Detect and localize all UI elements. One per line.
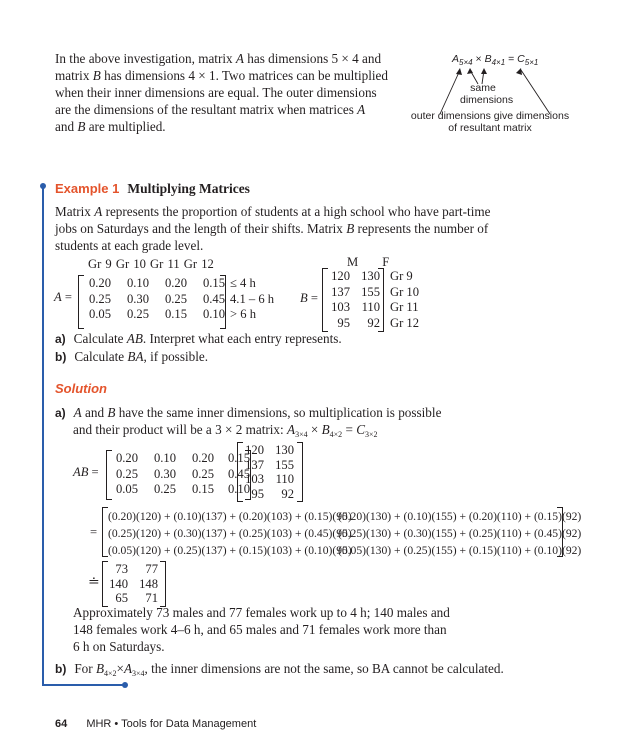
matrix-row: 120 130: [245, 443, 294, 457]
intro-line: when their inner dimensions are equal. The outer dimensions: [55, 85, 377, 100]
matrix-row: 137 155: [245, 457, 294, 472]
matrix-row: 120 130: [331, 269, 380, 283]
dimension-diagram: [400, 50, 580, 140]
matrix-a-body: [85, 276, 225, 323]
matrix-row: 95 92: [251, 486, 294, 501]
matrix-a-name: A =: [54, 290, 72, 304]
matrix-row: 73 77: [115, 562, 158, 576]
intro-paragraph: [55, 50, 395, 135]
example-bottom-rule: [42, 684, 124, 686]
example-side-rule: [42, 186, 44, 684]
matrix-row: 65 71: [115, 591, 158, 605]
equals-sign: =: [90, 525, 98, 539]
matrix-row: 0.05 0.25 0.15 0.10: [115, 482, 250, 496]
matrix-row: 0.20 0.10 0.20 0.15: [115, 451, 250, 465]
matrix-b-name: B =: [300, 291, 318, 305]
example-description: Matrix A represents the proportion of students at a high school who have part-time jobs on Saturdays and the length of their shifts. Matrix B represents the number of students at each grade level.: [55, 204, 491, 253]
approx-sign: ≐: [88, 575, 100, 590]
matrix-a-row-labels: ≤ 4 h 4.1 – 6 h > 6 h: [230, 276, 275, 321]
matrix-row: 137 155: [331, 284, 380, 299]
intro-line: and B are multiplied.: [55, 119, 166, 134]
ab-b-right-bracket: [297, 442, 303, 502]
expanded-right-bracket: [557, 507, 563, 557]
example-label: Example 1: [55, 181, 120, 196]
page-footer: [55, 718, 256, 730]
result-right-bracket: [160, 561, 166, 607]
expanded-body: [108, 508, 582, 559]
matrix-b-row-labels: Gr 9 Gr 10 Gr 11 Gr 12: [390, 269, 420, 330]
matrix-b-col-labels: M F: [347, 255, 390, 269]
matrix-row: 0.05 0.25 0.15 0.10: [88, 307, 225, 321]
matrix-a-left-bracket: [78, 275, 84, 329]
footer-text: MHR • Tools for Data Management: [86, 718, 257, 730]
matrix-row: 0.25 0.30 0.25 0.45: [115, 466, 250, 481]
matrix-row: 95 92: [337, 315, 380, 330]
matrix-a-header: Gr 9 Gr 10 Gr 11 Gr 12: [88, 257, 214, 271]
example-heading: [55, 180, 250, 198]
intro-line: In the above investigation, matrix A has dimensions 5 × 4 and: [55, 51, 382, 66]
solution-b: b) For $B_{4\times 2}\times A_{3\times 4}$, the inner dimensions are not the same, so BA cannot be calculated.: [55, 661, 504, 678]
matrix-row: (0.25)(120) + (0.30)(137) + (0.25)(103) + (0.45)(95)(0.25)(130) + (0.30)(155) + (0.25)(110) + (0.45)(92): [108, 527, 582, 540]
matrix-b-right-bracket: [378, 268, 384, 332]
intro-line: are the dimensions of the resultant matrix when matrices A: [55, 102, 366, 117]
matrix-b-body: [328, 269, 380, 331]
interpretation: Approximately 73 males and 77 females work up to 4 h; 140 males and 148 females work 4–6 h, and 65 males and 71 females work more than 6 h on Saturdays.: [73, 605, 450, 654]
solution-heading: Solution: [55, 381, 107, 396]
example-title: Multiplying Matrices: [127, 181, 250, 196]
matrix-row: 103 110: [331, 300, 380, 314]
dimension-equation: $A_{5\times 4} \times B_{4\times 1} = C_{5\times 1}$: [452, 53, 539, 67]
same-dimensions-label: same dimensions: [460, 82, 514, 106]
ab-label: AB =: [73, 465, 99, 479]
matrix-row: 0.20 0.10 0.20 0.15: [88, 276, 225, 290]
solution-a-line1: a) A and B have the same inner dimensions, so multiplication is possible: [55, 405, 442, 420]
question-a: a) Calculate AB. Interpret what each entry represents.: [55, 331, 342, 346]
matrix-row: 140 148: [109, 576, 158, 591]
matrix-row: 103 110: [245, 472, 294, 486]
matrix-a-right-bracket: [220, 275, 226, 329]
rule-top-dot: [40, 183, 46, 189]
solution-a-line2: and their product will be a 3 × 2 matrix: $A_{3\times 4} \times B_{4\times 2} = C_{3\times 2}$: [73, 422, 378, 439]
matrix-row: 0.25 0.30 0.25 0.45: [88, 291, 225, 306]
matrix-row: (0.20)(120) + (0.10)(137) + (0.20)(103) + (0.15)(95)(0.20)(130) + (0.10)(155) + (0.20)(110) + (0.15)(92): [108, 510, 582, 523]
intro-line: matrix B has dimensions 4 × 1. Two matrices can be multiplied: [55, 68, 388, 83]
page-number: 64: [55, 718, 68, 730]
ab-b-body: [242, 443, 294, 501]
matrix-row: (0.05)(120) + (0.25)(137) + (0.15)(103) + (0.10)(95)(0.05)(130) + (0.25)(155) + (0.15)(110) + (0.10)(92): [108, 544, 582, 557]
outer-dimensions-label: outer dimensions give dimensions of resultant matrix: [410, 110, 570, 134]
question-b: b) Calculate BA, if possible.: [55, 349, 209, 364]
ab-a-body: [112, 451, 250, 498]
result-body: [106, 562, 158, 606]
